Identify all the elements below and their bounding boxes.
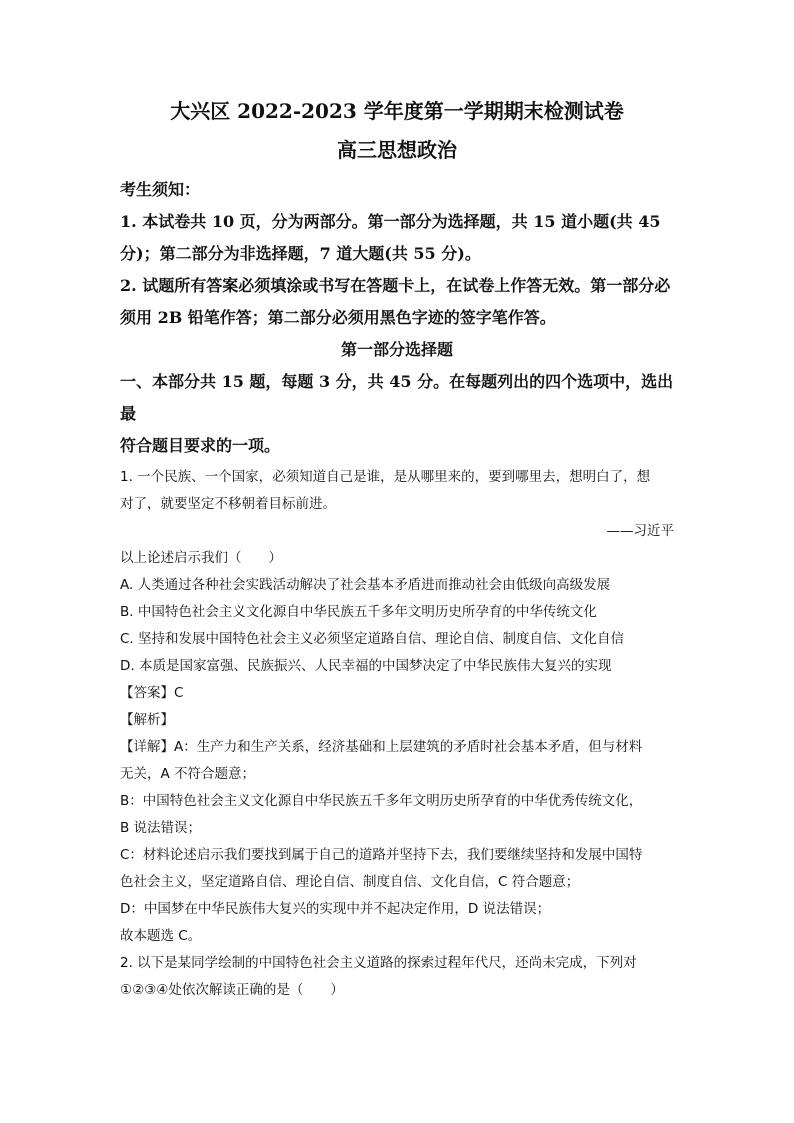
q1-analysis-label: 【解析】 (120, 712, 174, 728)
q1-detail-line-2: 无关，A 不符合题意； (120, 766, 256, 782)
notice-item-2-line-1: 2. 试题所有答案必须填涂或书写在答题卡上，在试卷上作答无效。第一部分必 (120, 276, 671, 295)
q1-detail-line-1: 【详解】A：生产力和生产关系，经济基础和上层建筑的矛盾时社会基本矛盾，但与材料 (120, 739, 643, 755)
q1-detail-line-7: D：中国梦在中华民族伟大复兴的实现中并不起决定作用，D 说法错误； (120, 901, 551, 917)
notice-item-2-line-2: 须用 2B 铅笔作答；第二部分必须用黑色字迹的签字笔作答。 (120, 308, 556, 327)
notice-item-1-line-1: 1. 本试卷共 10 页，分为两部分。第一部分为选择题，共 15 道小题(共 45 (120, 212, 661, 231)
q1-attribution: ——习近平 (606, 523, 674, 539)
notice-heading: 考生须知： (120, 180, 201, 199)
q1-detail-line-8: 故本题选 C。 (120, 928, 202, 944)
q1-option-c: C. 坚持和发展中国特色社会主义必须坚定道路自信、理论自信、制度自信、文化自信 (120, 631, 625, 647)
part1-title: 第一部分选择题 (340, 340, 453, 359)
part1-intro-line-1: 一、本部分共 15 题，每题 3 分，共 45 分。在每题列出的四个选项中，选出最 (120, 372, 674, 423)
q2-stem-line-2: ①②③④处依次解读正确的是（ ） (120, 982, 344, 998)
exam-subject: 高三思想政治 (337, 138, 457, 162)
exam-title: 大兴区 2022-2023 学年度第一学期期末检测试卷 (170, 99, 624, 123)
q1-option-a: A. 人类通过各种社会实践活动解决了社会基本矛盾进而推动社会由低级向高级发展 (120, 577, 611, 593)
q1-detail-line-3: B：中国特色社会主义文化源自中华民族五千多年文明历史所孕育的中华优秀传统文化， (120, 793, 643, 809)
q2-stem-line-1: 2. 以下是某同学绘制的中国特色社会主义道路的探索过程年代尺，还尚未完成，下列对 (120, 955, 637, 971)
q1-stem-line-1: 1. 一个民族、一个国家，必须知道自己是谁，是从哪里来的，要到哪里去，想明白了，想 (120, 469, 651, 485)
q1-detail-line-4: B 说法错误； (120, 820, 202, 836)
q1-detail-line-6: 色社会主义，坚定道路自信、理论自信、制度自信、文化自信，C 符合题意； (120, 874, 580, 890)
q1-detail-line-5: C：材料论述启示我们要找到属于自己的道路并坚持下去，我们要继续坚持和发展中国特 (120, 847, 643, 863)
part1-intro-line-2: 符合题目要求的一项。 (120, 436, 281, 455)
notice-item-1-line-2: 分)；第二部分为非选择题，7 道大题(共 55 分)。 (120, 244, 481, 263)
q1-option-b: B. 中国特色社会主义文化源自中华民族五千多年文明历史所孕育的中华传统文化 (120, 604, 597, 620)
q1-stem-line-2: 对了，就要坚定不移朝着目标前进。 (120, 496, 336, 512)
q1-answer: 【答案】C (120, 685, 184, 701)
q1-prompt: 以上论述启示我们（ ） (120, 550, 282, 566)
q1-option-d: D. 本质是国家富强、民族振兴、人民幸福的中国梦决定了中华民族伟大复兴的实现 (120, 658, 612, 674)
